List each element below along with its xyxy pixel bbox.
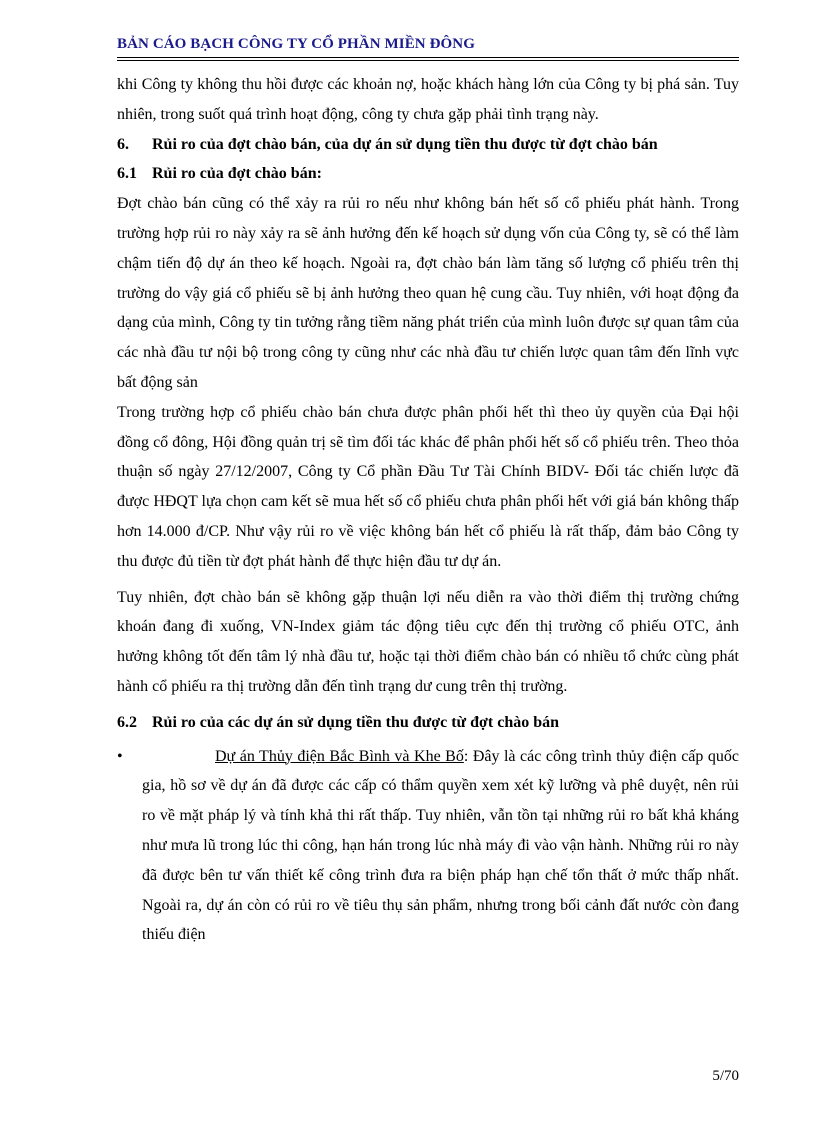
paragraph-undistributed-shares: Trong trường hợp cổ phiếu chào bán chưa được phân phối hết thì theo ủy quyền của Đại hội đồng cổ đông, Hội đồng quản trị sẽ tìm đối tác khác để phân phối hết số cổ phiếu trên. Theo thỏa thuận số ngày 27/12/2007, Công ty Cổ phần Đầu Tư Tài Chính BIDV- Đối tác chiến lược đã được HĐQT lựa chọn cam kết sẽ mua hết số cổ phiếu chưa phân phối hết với giá bán không thấp hơn 14.000 đ/CP. Như vậy rủi ro về việc không bán hết cổ phiếu là rất thấp, đảm bảo Công ty thu được đủ tiền từ đợt phát hành để thực hiện đầu tư dự án. xyxy=(117,403,739,570)
document-header: BẢN CÁO BẠCH CÔNG TY CỔ PHẦN MIỀN ĐÔNG xyxy=(117,36,475,52)
bullet-icon: • xyxy=(117,747,123,765)
section-6-1-title: Rủi ro của đợt chào bán: xyxy=(152,165,322,183)
paragraph-offering-risk: Đợt chào bán cũng có thể xảy ra rủi ro nếu như không bán hết số cổ phiếu phát hành. Trong trường hợp rủi ro này xảy ra sẽ ảnh hưởng đến kế hoạch sử dụng vốn của Công ty, sẽ có thể làm chậm tiến độ dự án theo kế hoạch. Ngoài ra, đợt chào bán làm tăng số lượng cổ phiếu trên thị trường do vậy giá cổ phiếu sẽ bị ảnh hưởng theo quan hệ cung cầu. Tuy nhiên, với hoạt động đa dạng của mình, Công ty tin tưởng rằng tiềm năng phát triển của mình luôn được sự quan tâm của các nhà đầu tư nội bộ trong công ty cũng như các nhà đầu tư chiến lược quan tâm đến lĩnh vực bất động sản xyxy=(117,195,739,391)
project-description: : Đây là các công trình thủy điện cấp quốc gia, hồ sơ về dự án đã được các cấp có thẩm quyền xem xét kỹ lưỡng và phê duyệt, nên rủi ro về mặt pháp lý và tính khả thi rất thấp. Tuy nhiên, vẫn tồn tại những rủi ro bất khả kháng như mưa lũ trong lúc thi công, hạn hán trong lúc nhà máy đi vào vận hành. Những rủi ro này đã được bên tư vấn thiết kế công trình đưa ra biện pháp hạn chế tổn thất ở mức thấp nhất. Ngoài ra, dự án còn có rủi ro về tiêu thụ sản phẩm, nhưng trong bối cảnh đất nước còn đang thiếu điện xyxy=(142,747,740,944)
section-6-2-number: 6.2 xyxy=(117,713,137,731)
section-6-2-title: Rủi ro của các dự án sử dụng tiền thu được từ đợt chào bán xyxy=(152,713,560,731)
page-number: 5/70 xyxy=(712,1068,739,1084)
paragraph-continuation: khi Công ty không thu hồi được các khoản nợ, hoặc khách hàng lớn của Công ty bị phá sản. Tuy nhiên, trong suốt quá trình hoạt động, công ty chưa gặp phải tình trạng này. xyxy=(117,76,739,123)
section-6-title: Rủi ro của đợt chào bán, của dự án sử dụng tiền thu được từ đợt chào bán xyxy=(152,135,658,153)
section-6-number: 6. xyxy=(117,135,129,153)
document-body xyxy=(117,70,739,950)
bullet-hydropower-project xyxy=(117,742,739,951)
section-6-1-heading xyxy=(117,159,739,189)
section-6-heading xyxy=(117,130,739,160)
header-divider xyxy=(117,57,739,61)
project-name: Dự án Thủy điện Bắc Bình và Khe Bố xyxy=(215,747,464,765)
section-6-2-heading xyxy=(117,708,739,738)
section-6-1-number: 6.1 xyxy=(117,165,137,183)
paragraph-market-conditions: Tuy nhiên, đợt chào bán sẽ không gặp thuận lợi nếu diễn ra vào thời điểm thị trường chứng khoán đang đi xuống, VN-Index giảm tác động tiêu cực đến thị trường cổ phiếu OTC, ảnh hưởng không tốt đến tâm lý nhà đầu tư, hoặc tại thời điểm chào bán có nhiều tổ chức cùng phát hành cổ phiếu ra thị trường dẫn đến tình trạng dư cung trên thị trường. xyxy=(117,588,739,695)
